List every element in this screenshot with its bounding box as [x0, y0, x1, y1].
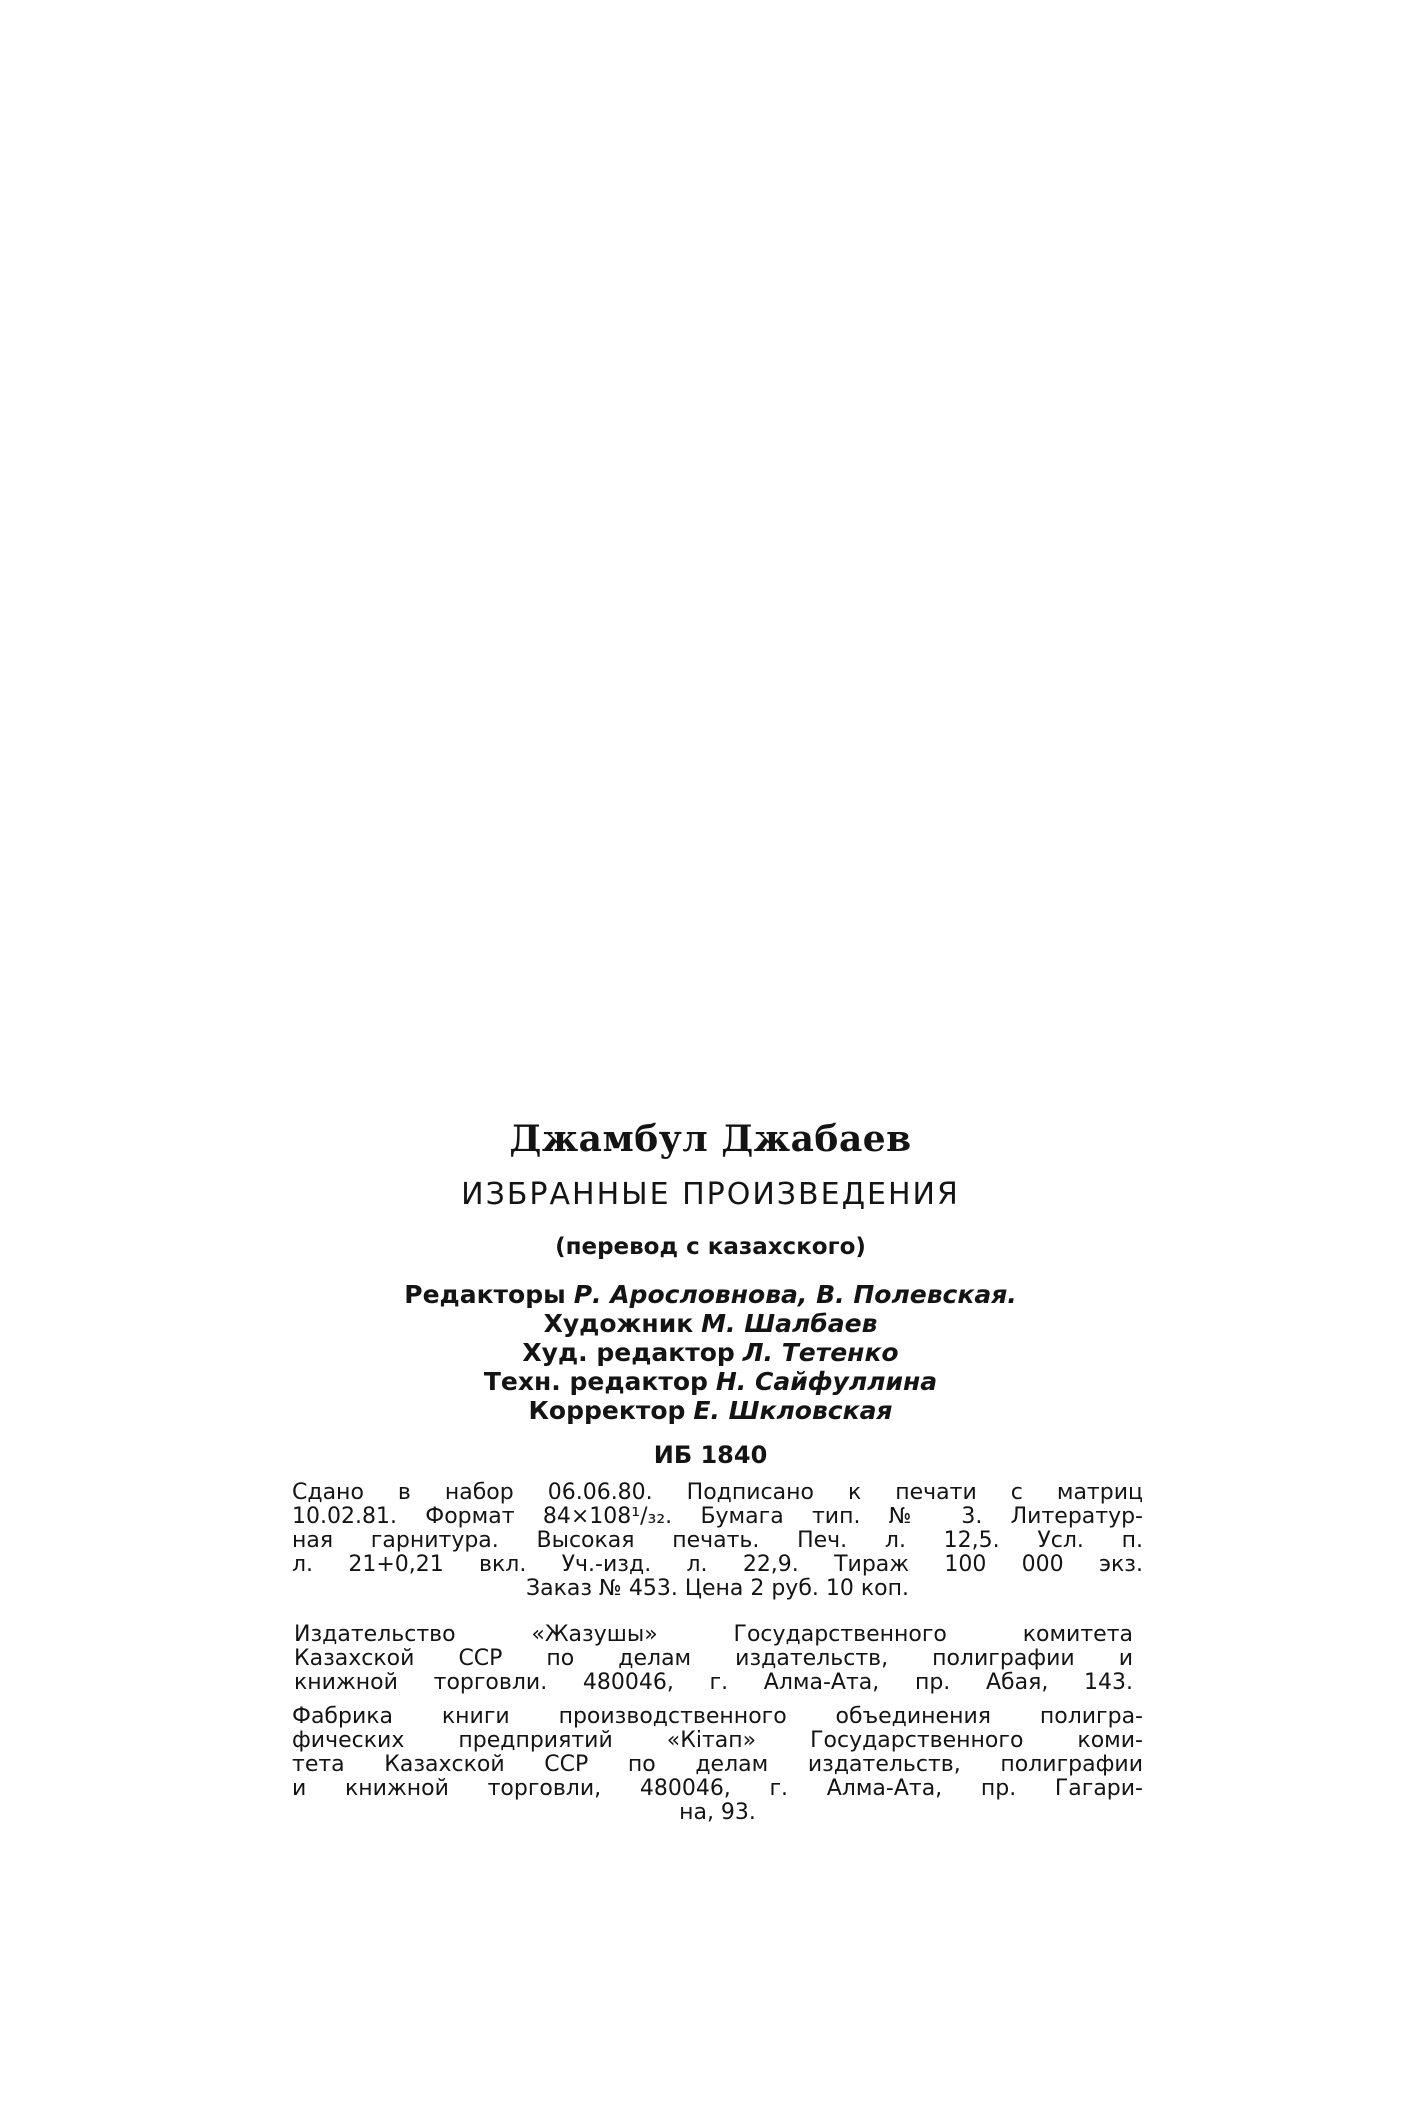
factory-line: и книжной торговли, 480046, г. Алма-Ата, пр. Гагари-: [292, 1776, 1143, 1801]
credit-row: [278, 1280, 1143, 1309]
factory-line: тета Казахской ССР по делам издательств, полиграфии: [292, 1752, 1143, 1777]
book-title: ИЗБРАННЫЕ ПРОИЗВЕДЕНИЯ: [461, 1177, 960, 1212]
colophon: [278, 1116, 1143, 1825]
printing-line: ная гарнитура. Высокая печать. Печ. л. 12,5. Усл. п.: [292, 1528, 1143, 1553]
factory-line: на, 93.: [679, 1800, 756, 1825]
publisher-line: Издательство «Жазушы» Государственного комитета: [294, 1622, 1133, 1647]
printing-line: Сдано в набор 06.06.80. Подписано к печати с матриц: [292, 1480, 1143, 1505]
credit-row: [278, 1367, 1143, 1396]
publisher-info: [278, 1623, 1143, 1695]
credit-role: Худ. редактор: [522, 1338, 735, 1367]
credit-role: Редакторы: [404, 1280, 566, 1309]
printing-line: 10.02.81. Формат 84×108¹/₃₂. Бумага тип. № 3. Литератур-: [292, 1504, 1143, 1529]
credit-role: Художник: [543, 1309, 694, 1338]
printing-line: л. 21+0,21 вкл. Уч.-изд. л. 22,9. Тираж 100 000 экз.: [292, 1552, 1143, 1577]
credit-name: Л. Тетенко: [742, 1338, 899, 1367]
publisher-line: книжной торговли. 480046, г. Алма-Ата, пр. Абая, 143.: [294, 1670, 1133, 1695]
credit-name: М. Шалбаев: [701, 1309, 878, 1338]
credit-name: Н. Сайфуллина: [715, 1367, 938, 1396]
factory-line: Фабрика книги производственного объединения полигра-: [292, 1704, 1143, 1729]
factory-line: фических предприятий «Кітап» Государственного коми-: [292, 1728, 1143, 1753]
ib-number: ИБ 1840: [653, 1441, 768, 1469]
translation-note: (перевод с казахского): [555, 1234, 866, 1260]
credit-name: Е. Шкловская: [693, 1396, 893, 1425]
credit-role: Корректор: [528, 1396, 686, 1425]
printing-line: Заказ № 453. Цена 2 руб. 10 коп.: [525, 1576, 909, 1601]
credit-row: [278, 1309, 1143, 1338]
credit-name: Р. Арословнова, В. Полевская.: [573, 1280, 1017, 1309]
author-name: Джамбул Джабаев: [509, 1118, 912, 1160]
credits-list: [278, 1280, 1143, 1425]
printing-house-info: [278, 1705, 1143, 1825]
printing-details: [278, 1481, 1143, 1601]
credit-row: [278, 1396, 1143, 1425]
credit-row: [278, 1338, 1143, 1367]
credit-role: Техн. редактор: [483, 1367, 708, 1396]
publisher-line: Казахской ССР по делам издательств, полиграфии и: [294, 1646, 1133, 1671]
